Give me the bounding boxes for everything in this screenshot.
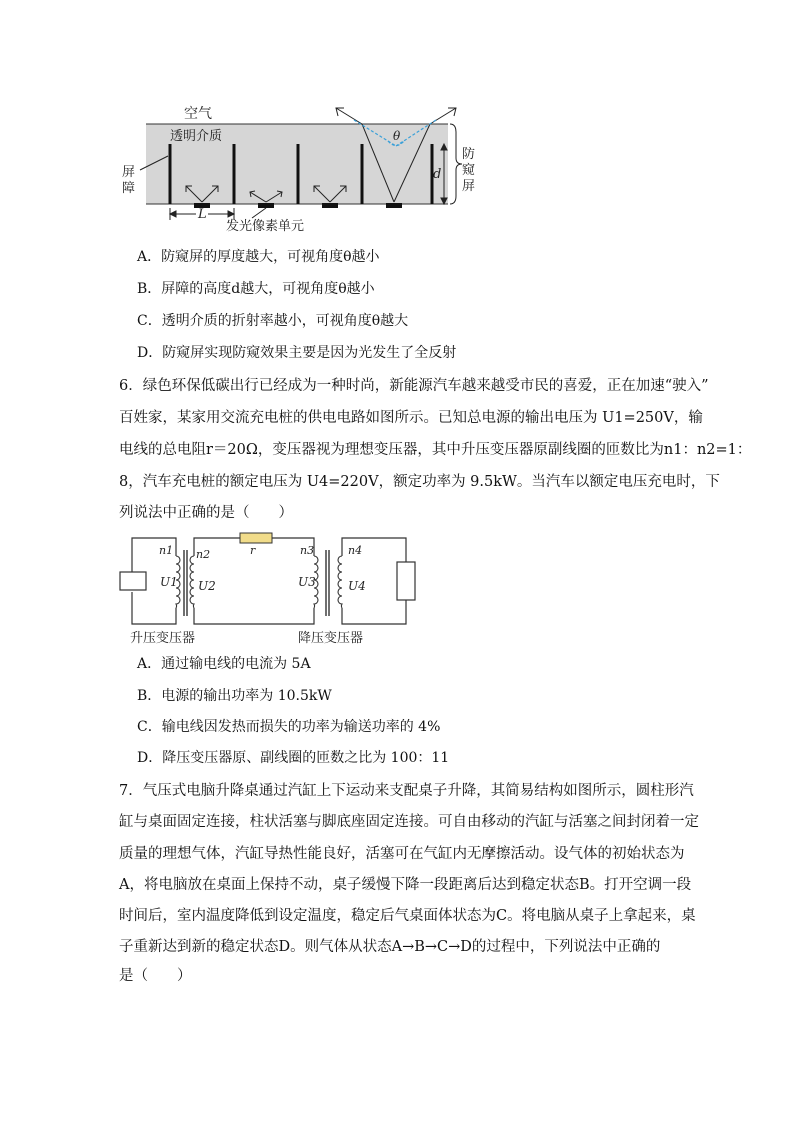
step-down-transformer [314,550,342,616]
U3-label: U3 [298,575,316,589]
q6-line-2: 百姓家，某家用交流充电桩的供电电路如图所示。已知总电源的输出电压为 U1=250V，输 [119,410,703,426]
screen-label-1: 防 [462,147,476,162]
step-up-label: 升压变压器 [130,631,196,646]
step-down-label: 降压变压器 [298,631,364,646]
q6-line-1: 6．绿色环保低碳出行已经成为一种时尚，新能源汽车越来越受市民的喜爱，正在加速“驶入” [119,378,709,394]
barrier-label-2: 障 [122,181,136,196]
q7-line-7: 是（ ） [119,968,192,984]
transmission-circuit-figure [112,528,422,646]
q7-line-4: A，将电脑放在桌面上保持不动，桌子缓慢下降一段距离后达到稳定状态B。打开空调一段 [119,877,692,893]
n1-label: n1 [159,544,174,557]
q7-line-1: 7．气压式电脑升降桌通过汽缸上下运动来支配桌子升降，其简易结构如图所示，圆柱形汽 [119,783,694,799]
L-label: L [198,207,207,222]
medium-label: 透明介质 [170,129,223,144]
U4-label: U4 [348,579,366,593]
U1-label: U1 [160,575,178,589]
q6-option-b: B．电源的输出功率为 10.5kW [137,688,332,704]
q7-line-2: 缸与桌面固定连接，柱状活塞与脚底座固定连接。可自由移动的汽缸与活塞之间封闭着一定 [119,814,699,830]
r-label: r [250,544,256,557]
q7-line-5: 时间后，室内温度降低到设定温度，稳定后气桌面体状态为C。将电脑从桌子上拿起来，桌 [119,908,696,924]
q6-option-a: A．通过输电线的电流为 5A [137,656,311,672]
d-label: d [433,167,442,182]
theta-label: θ [393,129,401,143]
step-up-transformer [176,550,194,616]
q6-option-d: D．降压变压器原、副线圈的匝数之比为 100：11 [137,750,450,766]
q5-option-c: C．透明介质的折射率越小，可视角度θ越大 [137,313,409,329]
q6-line-3: 电线的总电阻r＝20Ω，变压器视为理想变压器，其中升压变压器原副线圈的匝数比为n1：n2=1： [119,442,752,458]
q6-line-5: 列说法中正确的是（ ） [119,505,293,521]
n4-label: n4 [348,544,363,557]
q6-option-c: C．输电线因发热而损失的功率为输送功率的 4% [137,719,441,735]
q6-line-4: 8，汽车充电桩的额定电压为 U4=220V，额定功率为 9.5kW。当汽车以额定电压充电时，下 [119,474,720,490]
q5-option-a: A．防窥屏的厚度越大，可视角度θ越小 [137,249,380,265]
q7-line-6: 子重新达到新的稳定状态D。则气体从状态A→B→C→D的过程中，下列说法中正确的 [119,939,661,955]
pixel-pointer-line [252,208,266,218]
line-resistor [240,533,272,543]
privacy-screen-figure [110,96,490,236]
n2-label: n2 [196,548,211,561]
q5-option-b: B．屏障的高度d越大，可视角度θ越小 [137,281,375,297]
air-label: 空气 [184,106,212,122]
U2-label: U2 [198,579,216,593]
barrier-label-1: 屏 [122,165,136,180]
screen-label-3: 屏 [462,179,476,194]
power-source [120,572,146,590]
pixel-label: 发光像素单元 [226,219,305,234]
q7-line-3: 质量的理想气体，汽缸导热性能良好，活塞可在气缸内无摩擦活动。设气体的初始状态为 [119,846,685,862]
screen-brace [450,124,462,204]
screen-label-2: 窥 [462,163,476,178]
q5-option-d: D．防窥屏实现防窥效果主要是因为光发生了全反射 [137,345,457,361]
n3-label: n3 [300,544,315,557]
charging-load [397,562,415,600]
